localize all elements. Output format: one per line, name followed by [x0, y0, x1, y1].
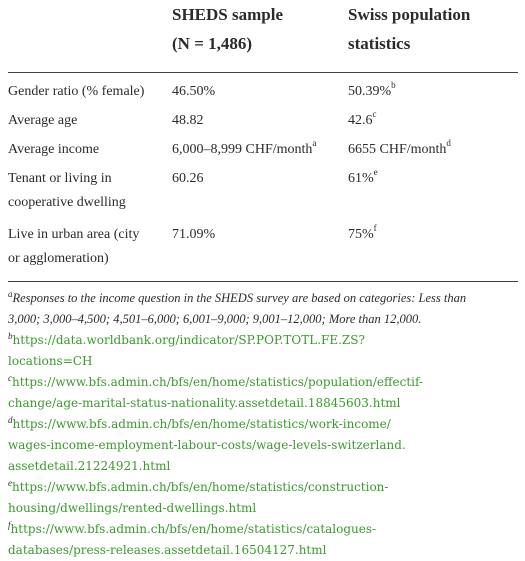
swiss-value: 61%$^e$: [348, 167, 378, 186]
footnote-c-link[interactable]: https://www.bfs.admin.ch/bfs/en/home/statistics/population/effectif- change/age-marital-status-nationality.assetdetail.18845603.html: [8, 375, 424, 410]
data-table: [8, 0, 518, 266]
table-row: [8, 80, 518, 109]
swiss-value: 50.39%$^b$: [348, 80, 396, 99]
row-label: Tenant or living in cooperative dwelling: [8, 171, 126, 210]
header-sheds-sample: [172, 0, 283, 58]
footnote-e-link[interactable]: https://www.bfs.admin.ch/bfs/en/home/statistics/construction- housing/dwellings/rented-dwellings.html: [8, 480, 389, 515]
row-label: Live in urban area (city or agglomeration): [8, 227, 140, 266]
row-label: Gender ratio (% female): [8, 84, 145, 99]
swiss-value: 42.6$^c$: [348, 109, 377, 128]
table-row: [8, 223, 518, 279]
table-bottom-rule: [8, 281, 518, 282]
header-col1-line1: SHEDS sample: [172, 5, 283, 24]
footnote-a: $^a$Responses to the income question in the SHEDS survey are based on categories: Less than 3,000; 3,000–4,500; 4,501–6,000; 6,001–9,000; 9,001–12,000; More than 12,000.: [8, 288, 467, 326]
table-header: [8, 0, 518, 70]
footnote-d-link[interactable]: https://www.bfs.admin.ch/bfs/en/home/statistics/work-income/ wages-income-employment-labour-costs/wage-levels-switzerland. assetdetail.21224921.html: [8, 417, 406, 473]
footnote-e: $^e$https://www.bfs.admin.ch/bfs/en/home/statistics/construction- housing/dwellings/rented-dwellings.html: [8, 477, 389, 515]
footnotes: [8, 288, 518, 561]
header-swiss-stats: [348, 0, 470, 58]
swiss-value: 6655 CHF/month$^d$: [348, 138, 451, 157]
footnote-f-link[interactable]: https://www.bfs.admin.ch/bfs/en/home/statistics/catalogues- databases/press-releases.assetdetail.16504127.html: [8, 522, 377, 557]
header-col2-line1: Swiss population: [348, 5, 471, 24]
header-rule: [8, 72, 518, 73]
table-row: [8, 138, 518, 167]
footnote-d: $^d$https://www.bfs.admin.ch/bfs/en/home/statistics/work-income/ wages-income-employment-labour-costs/wage-levels-switzerland. assetdetail.21224921.html: [8, 414, 406, 473]
table-body: [8, 80, 518, 279]
sheds-value: 6,000–8,999 CHF/month$^a$: [172, 138, 317, 157]
row-label: Average income: [8, 142, 100, 157]
sheds-value: 46.50%: [172, 84, 216, 99]
swiss-value: 75%$^f$: [348, 223, 377, 242]
sheds-value: 71.09%: [172, 227, 216, 242]
sheds-value: 60.26: [172, 171, 204, 186]
row-label: Average age: [8, 113, 78, 128]
footnote-f: $^f$https://www.bfs.admin.ch/bfs/en/home/statistics/catalogues- databases/press-releases.assetdetail.16504127.html: [8, 519, 377, 557]
footnote-b: $^b$https://data.worldbank.org/indicator/SP.POP.TOTL.FE.ZS? locations=CH: [8, 330, 365, 368]
table-row: [8, 167, 518, 223]
footnote-b-link[interactable]: https://data.worldbank.org/indicator/SP.POP.TOTL.FE.ZS? locations=CH: [8, 333, 365, 368]
table-row: [8, 109, 518, 138]
header-col1-line2: (N = 1,486): [172, 34, 253, 53]
header-col2-line2: statistics: [348, 34, 411, 53]
sheds-value: 48.82: [172, 113, 204, 128]
footnote-c: $^c$https://www.bfs.admin.ch/bfs/en/home/statistics/population/effectif- change/age-marital-status-nationality.assetdetail.18845603.html: [8, 372, 424, 410]
